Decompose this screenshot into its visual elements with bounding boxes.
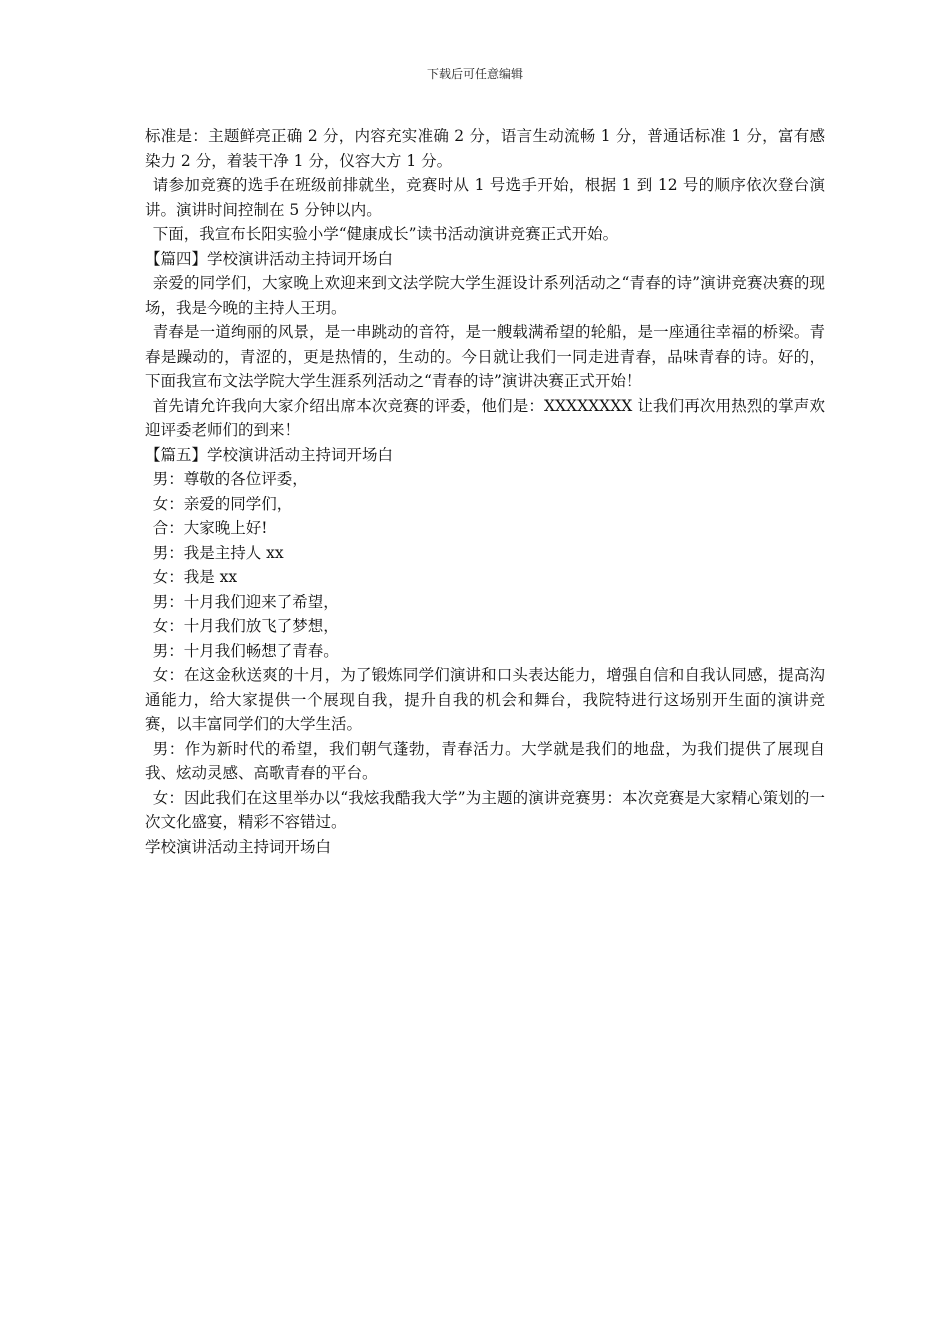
paragraph: 合：大家晚上好! — [152, 519, 268, 537]
paragraph: 首先请允许我向大家介绍出席本次竞赛的评委，他们是：XXXXXXXX 让我们再次用热烈的掌声欢迎评委老师们的到来！ — [145, 396, 825, 439]
paragraph: 学校演讲活动主持词开场白 — [145, 837, 332, 856]
paragraph: 女：因此我们在这里举办以“我炫我酷我大学”为主题的演讲竞赛男：本次竞赛是大家精心策划的一次文化盛宴，精彩不容错过。 — [145, 788, 825, 831]
paragraph: 男：尊敬的各位评委， — [152, 470, 308, 488]
paragraph: 标准是：主题鲜亮正确 2 分，内容充实准确 2 分，语言生动流畅 1 分，普通话标准 1 分，富有感染力 2 分，着装干净 1 分，仪容大方 1 分。 — [145, 127, 825, 170]
paragraph: 女：我是 xx — [152, 568, 238, 586]
paragraph: 青春是一道绚丽的风景，是一串跳动的音符，是一艘载满希望的轮船，是一座通往幸福的桥梁。青春是躁动的，青涩的，更是热情的，生动的。今日就让我们一同走进青春，品味青春的诗。好的，下面我宣布文法学院大学生涯系列活动之“青春的诗”演讲决赛正式开始！ — [145, 323, 825, 390]
paragraph: 男：十月我们畅想了青春。 — [152, 641, 339, 660]
paragraph: 亲爱的同学们，大家晚上欢迎来到文法学院大学生涯设计系列活动之“青春的诗”演讲竞赛决赛的现场，我是今晚的主持人王玥。 — [145, 274, 825, 317]
page-header-note: 下载后可任意编辑 — [426, 67, 523, 81]
paragraph: 请参加竞赛的选手在班级前排就坐，竞赛时从 1 号选手开始，根据 1 到 12 号的顺序依次登台演讲。演讲时间控制在 5 分钟以内。 — [145, 176, 825, 219]
paragraph: 女：亲爱的同学们， — [152, 494, 293, 513]
document-body — [145, 124, 825, 859]
paragraph: 男：十月我们迎来了希望， — [152, 592, 339, 611]
paragraph: 女：十月我们放飞了梦想， — [152, 617, 339, 635]
paragraph: 【篇五】学校演讲活动主持词开场白 — [145, 445, 394, 464]
paragraph: 下面，我宣布长阳实验小学“健康成长”读书活动演讲竞赛正式开始。 — [152, 225, 619, 243]
paragraph: 【篇四】学校演讲活动主持词开场白 — [145, 249, 394, 268]
paragraph: 男：我是主持人 xx — [152, 543, 284, 562]
paragraph: 女：在这金秋送爽的十月，为了锻炼同学们演讲和口头表达能力，增强自信和自我认同感，提高沟通能力，给大家提供一个展现自我，提升自我的机会和舞台，我院特进行这场别开生面的演讲竞赛，以丰富同学们的大学生活。 — [145, 666, 825, 733]
paragraph: 男：作为新时代的希望，我们朝气蓬勃，青春活力。大学就是我们的地盘，为我们提供了展现自我、炫动灵感、高歌青春的平台。 — [145, 739, 825, 782]
